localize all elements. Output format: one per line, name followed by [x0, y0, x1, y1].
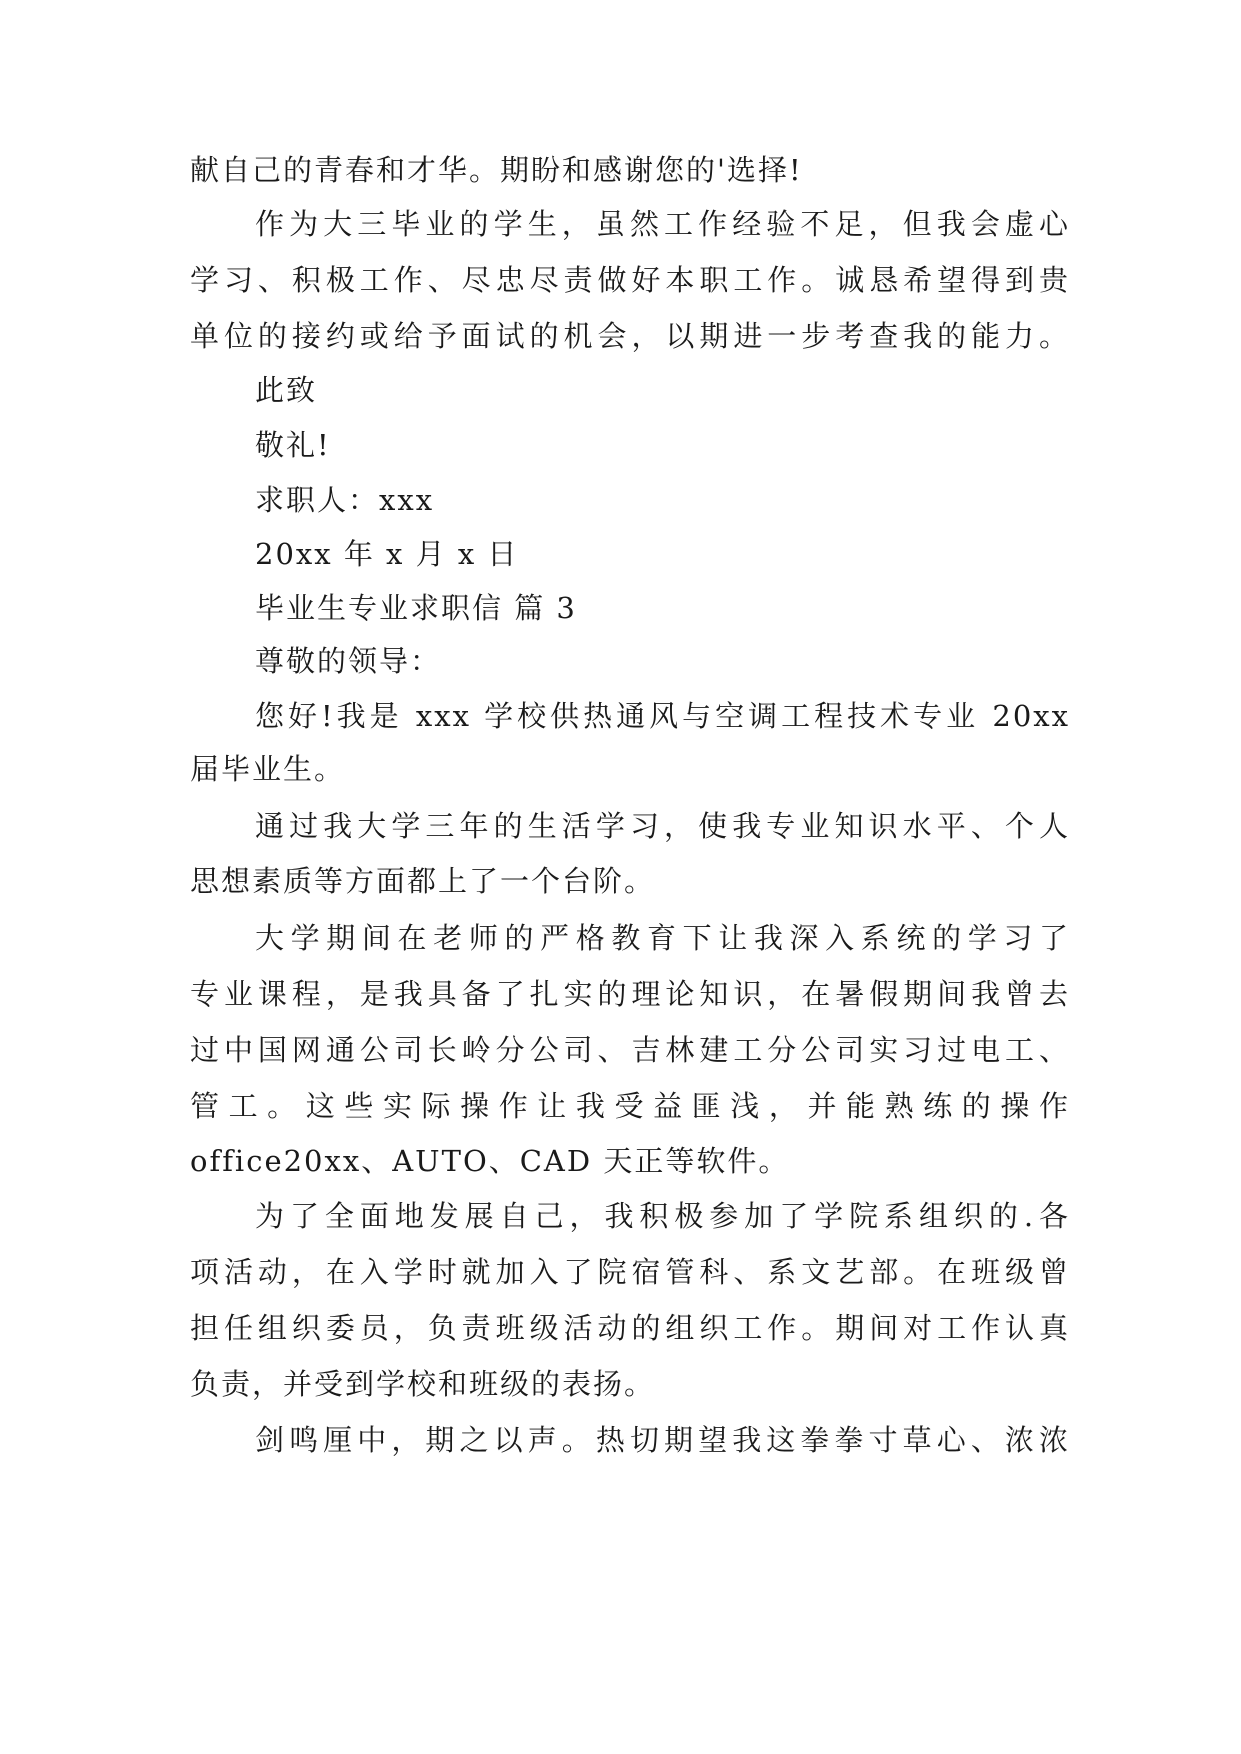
paragraph-line: 献自己的青春和才华。期盼和感谢您的'选择!	[190, 153, 803, 187]
paragraph-line: 为了全面地发展自己，我积极参加了学院系组织的.各	[255, 1199, 1070, 1233]
paragraph-line: 思想素质等方面都上了一个台阶。	[190, 864, 656, 898]
paragraph-line: 管工。这些实际操作让我受益匪浅，并能熟练的操作	[190, 1089, 1070, 1123]
paragraph-line: 项活动，在入学时就加入了院宿管科、系文艺部。在班级曾	[190, 1255, 1070, 1289]
section-heading: 毕业生专业求职信 篇 3	[255, 591, 577, 625]
paragraph-line: 届毕业生。	[190, 752, 346, 786]
paragraph-line: 专业课程，是我具备了扎实的理论知识，在暑假期间我曾去	[190, 977, 1070, 1011]
paragraph-line: 通过我大学三年的生活学习，使我专业知识水平、个人	[255, 809, 1070, 843]
greeting: 尊敬的领导：	[255, 644, 442, 678]
date-line: 20xx 年 x 月 x 日	[255, 537, 519, 571]
paragraph-line: 剑鸣厘中，期之以声。热切期望我这拳拳寸草心、浓浓	[255, 1423, 1070, 1457]
closing-phrase: 此致	[255, 373, 318, 407]
paragraph-line: 大学期间在老师的严格教育下让我深入系统的学习了	[255, 921, 1070, 955]
signature-line: 求职人：xxx	[255, 483, 435, 517]
paragraph-line: 负责，并受到学校和班级的表扬。	[190, 1367, 656, 1401]
paragraph-line: 单位的接约或给予面试的机会，以期进一步考查我的能力。	[190, 319, 1070, 353]
paragraph-line: 学习、积极工作、尽忠尽责做好本职工作。诚恳希望得到贵	[190, 263, 1070, 297]
paragraph-line: 担任组织委员，负责班级活动的组织工作。期间对工作认真	[190, 1311, 1070, 1345]
paragraph-line: 过中国网通公司长岭分公司、吉林建工分公司实习过电工、	[190, 1033, 1070, 1067]
paragraph-line: 作为大三毕业的学生，虽然工作经验不足，但我会虚心	[255, 207, 1070, 241]
paragraph-line: office20xx、AUTO、CAD 天正等软件。	[190, 1144, 790, 1178]
paragraph-line: 您好!我是 xxx 学校供热通风与空调工程技术专业 20xx	[255, 699, 1070, 733]
closing-salutation: 敬礼!	[255, 428, 331, 462]
